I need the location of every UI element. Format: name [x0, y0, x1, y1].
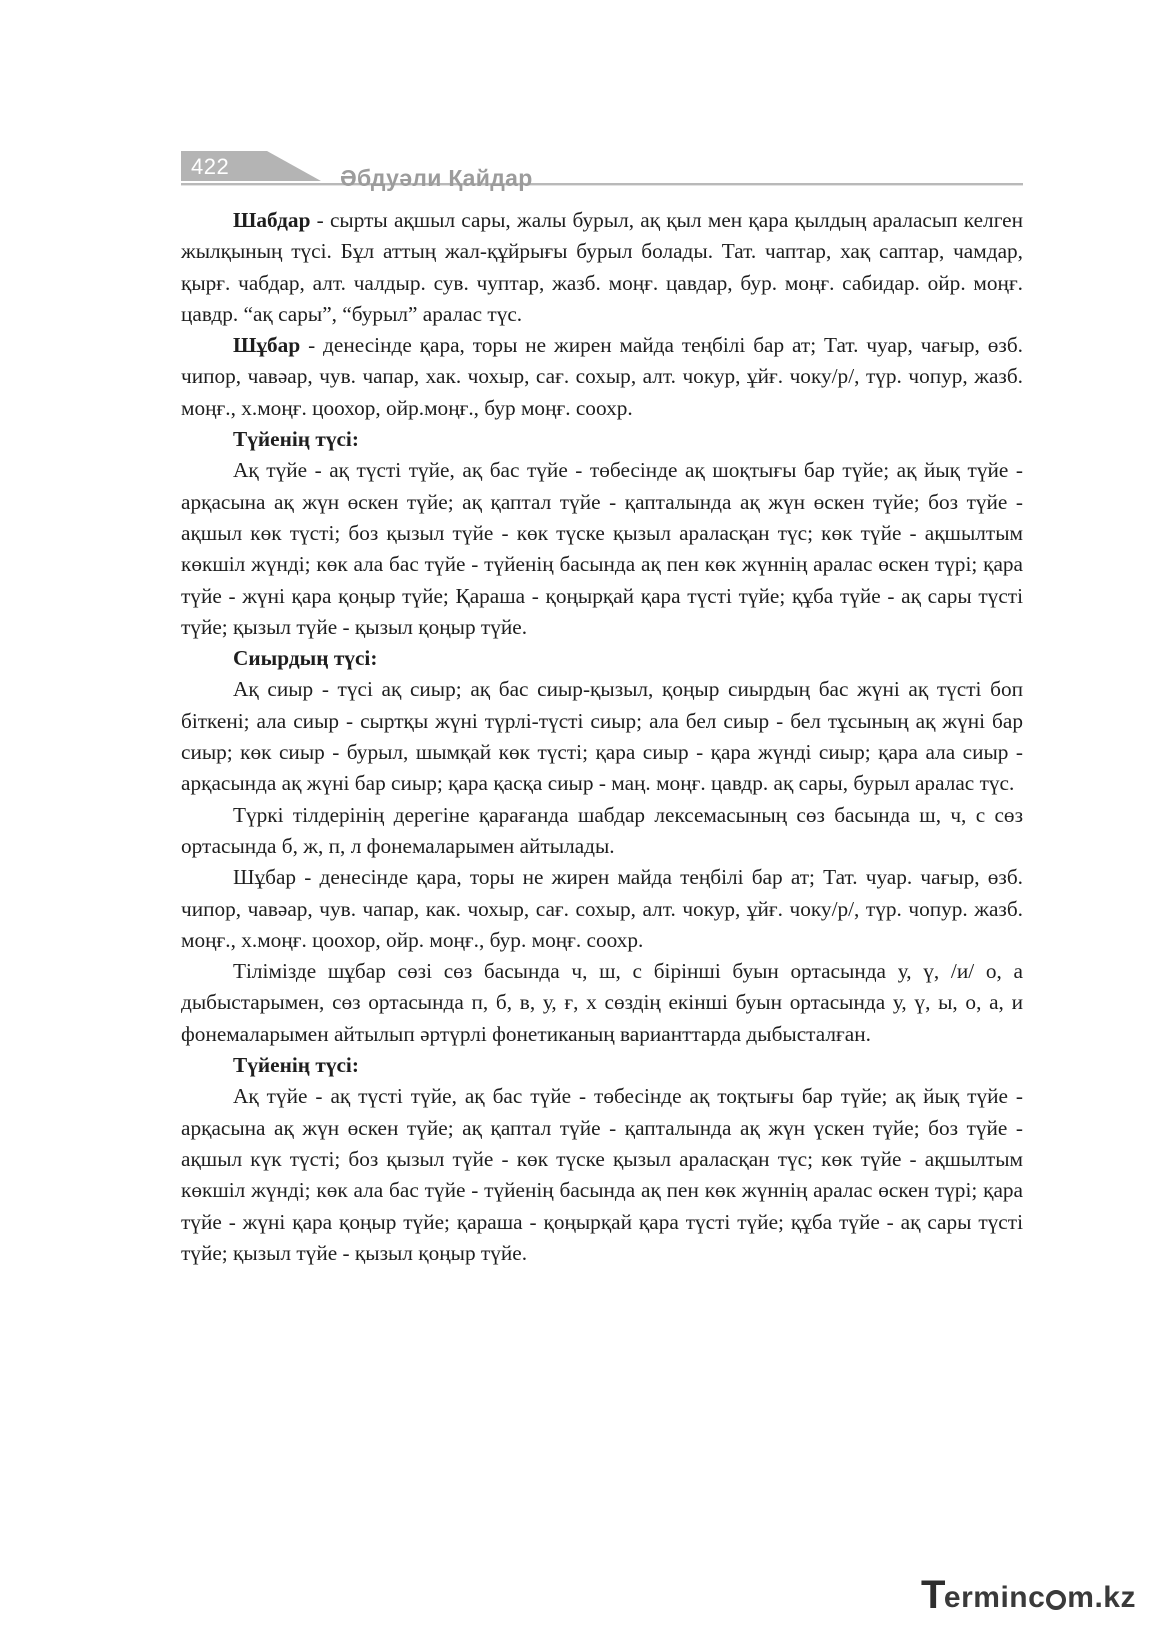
- header-tab-shape: [181, 151, 1023, 193]
- header-rule: [181, 183, 1023, 185]
- paragraph-shabdar: [181, 205, 1023, 330]
- watermark-middle: erminc: [943, 1581, 1046, 1614]
- paragraph-camel-colors-repeat: Ақ түйе - ақ түсті түйе, ақ бас түйе - төбесінде ақ тоқтығы бар түйе; ақ йық түйе - арқасына ақ жүн өскен түйе; ақ қаптал түйе - қапталында ақ жүн үскен түйе; боз түйе - ақшыл күк түсті; боз қызыл түйе - көк түске қызыл араласқан түс; көк түйе - ақшылтым көкшіл жүнді; көк ала бас түйе - түйенің басында ақ пен көк жүннің аралас өскен түрі; қара түйе - жүні қара қоңыр түйе; қараша - қоңырқай қара түсті түйе; құба түйе - ақ сары түсті түйе; қызыл түйе - қызыл қоңыр түйе.: [181, 1084, 1023, 1265]
- paragraph-cow-colors: Ақ сиыр - түсі ақ сиыр; ақ бас сиыр-қызыл, қоңыр сиырдың бас жүні ақ түсті боп біткені; ала сиыр - сыртқы жүні түрлі-түсті сиыр; ала бел сиыр - бел тұсының ақ жүні бар сиыр; көк сиыр - бурыл, шымқай көк түсті; қара сиыр - қара жүнді сиыр; қара ала сиыр - арқасында ақ жүні бар сиыр; қара қасқа сиыр - маң. моңғ. цавдр. ақ сары, бурыл аралас түс.: [181, 677, 1023, 796]
- page-body: [181, 205, 1023, 1269]
- running-header: [181, 151, 1023, 193]
- section-heading-camel: Түйенің түсі:: [233, 427, 359, 452]
- termincom-watermark: [921, 1575, 1136, 1615]
- paragraph-text: - сырты ақшыл сары, жалы бурыл, ақ қыл мен қара қылдың араласып келген жылқының түсі. Бұл аттың жал-құйрығы бурыл болады. Тат. чаптар, хақ саптар, чамдар, қырғ. чабдар, алт. чалдыр. сув. чуптар, жазб. моңғ. цавдар, бур. моңғ. сабидар. ойр. моңғ. цавдр. “ақ сары”, “бурыл” аралас түс.: [181, 208, 1023, 326]
- watermark-o-ring-icon: [1046, 1590, 1066, 1610]
- page-number: 422: [191, 154, 230, 179]
- paragraph-camel-colors: Ақ түйе - ақ түсті түйе, ақ бас түйе - төбесінде ақ шоқтығы бар түйе; ақ йық түйе - арқасына ақ жүн өскен түйе; ақ қаптал түйе - қапталында ақ жүн өскен түйе; боз түйе - ақшыл көк түсті; боз қызыл түйе - көк түске қызыл араласқан түс; көк түйе - ақшылтым көкшіл жүнді; көк ала бас түйе - түйенің басында ақ пен көк жүннің аралас өскен түрі; қара түйе - жүні қара қоңыр түйе; Қараша - қоңырқай қара түсті түйе; құба түйе - ақ сары түсті түйе; қызыл түйе - қызыл қоңыр түйе.: [181, 458, 1023, 639]
- paragraph-text: - денесінде қара, торы не жирен майда теңбілі бар ат; Тат. чуар, чағыр, өзб. чипор, чавәар, чув. чапар, хак. чохыр, сағ. сохыр, алт. чокур, ұйғ. чоку/р/, түр. чопур, жазб. моңғ., х.моңғ. цоохор, ойр.моңғ., бур моңғ. соохр.: [181, 333, 1023, 420]
- paragraph-shubar-repeat: Шұбар - денесінде қара, торы не жирен майда теңбілі бар ат; Тат. чуар. чағыр, өзб. чипор, чавәар, чув. чапар, как. чохыр, сағ. сохыр, алт. чокур, ұйғ. чоку/р/, түр. чопур. жазб. моңғ., х.моңғ. цоохор, ойр. моңғ., бур. моңғ. соохр.: [181, 865, 1023, 952]
- running-title: Әбдуәли Қайдар: [340, 165, 533, 191]
- section-heading-cow: Сиырдың түсі:: [233, 646, 378, 671]
- paragraph-turkic-shabdar: Түркі тілдерінің дерегіне қарағанда шабдар лексемасының сөз басында ш, ч, с сөз ортасында б, ж, п, л фонемаларымен айтылады.: [181, 802, 1023, 858]
- paragraph-shubar-phonetics: Тілімізде шұбар сөзі сөз басында ч, ш, с бірінші буын ортасында у, ү, /и/ о, а дыбыстарымен, сөз ортасында п, б, в, у, ғ, х сөздің екінші буын ортасында у, ү, ы, о, а, и фонемаларымен айтылып әртүрлі фонетиканың варианттарда дыбысталған.: [181, 959, 1023, 1046]
- term-shubar: Шұбар: [233, 333, 301, 358]
- paragraph-shubar: [181, 330, 1023, 424]
- watermark-suffix: m.kz: [1067, 1581, 1136, 1614]
- watermark-prefix: T: [920, 1573, 946, 1617]
- term-shabdar: Шабдар: [233, 208, 311, 232]
- section-heading-camel-repeat: Түйенің түсі:: [233, 1053, 359, 1078]
